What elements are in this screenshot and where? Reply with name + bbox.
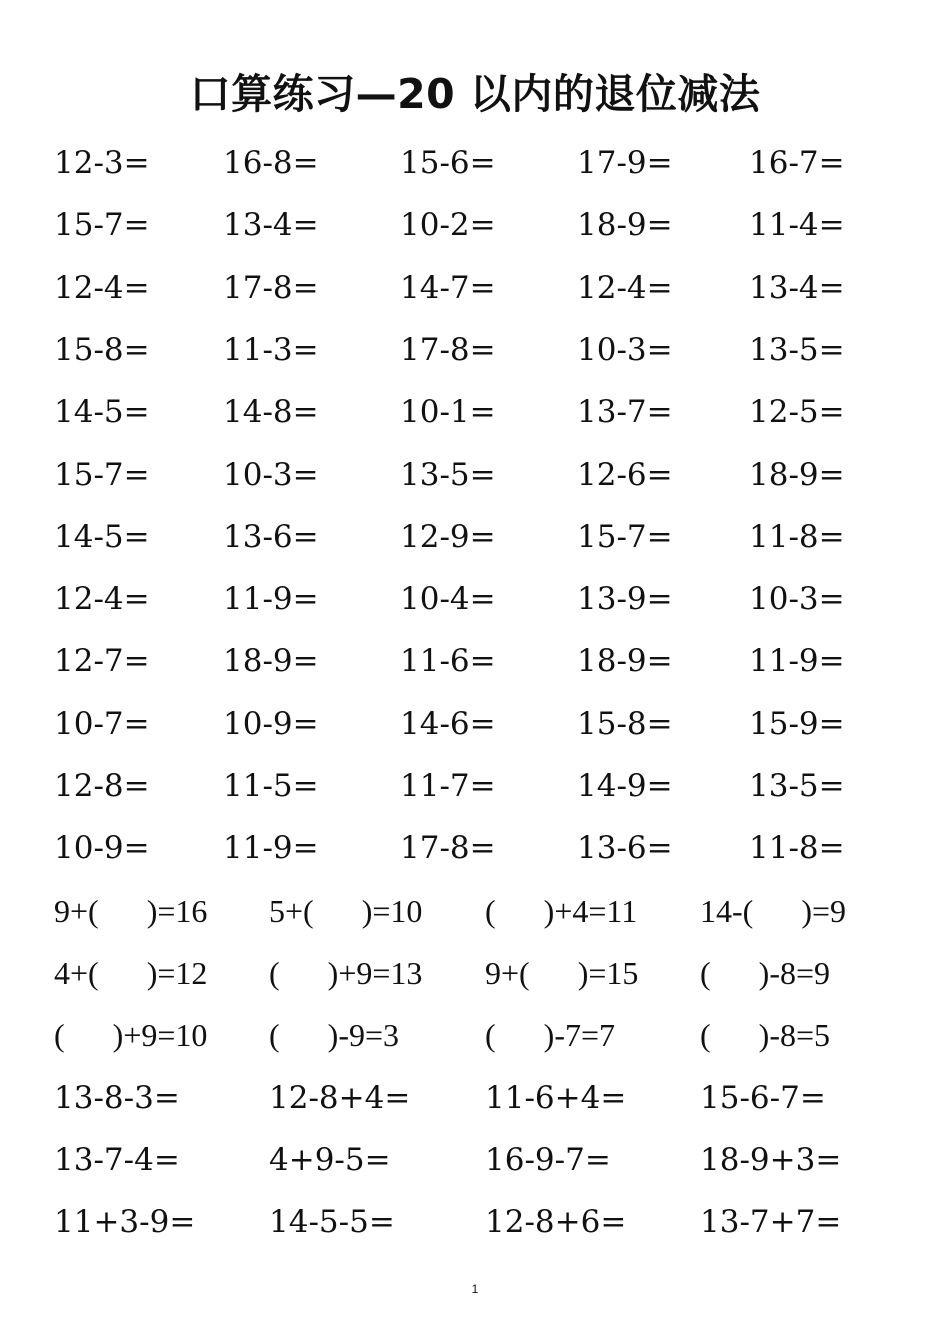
- problem-row: [0, 392, 950, 432]
- problem-item: 14-6=: [400, 705, 496, 742]
- problem-item: 14-8=: [223, 394, 319, 431]
- problem-item: ( )-8=9: [700, 954, 831, 991]
- problem-item: 11-6+4=: [485, 1079, 627, 1116]
- problem-item: 13-6=: [577, 830, 673, 867]
- problem-item: 16-9-7=: [485, 1141, 611, 1178]
- problem-row: [0, 891, 950, 931]
- problem-item: 10-3=: [577, 331, 673, 368]
- problem-item: 12-6=: [577, 456, 673, 493]
- problem-item: 15-7=: [54, 456, 150, 493]
- problem-row: [0, 268, 950, 308]
- problem-item: 13-6=: [223, 518, 319, 555]
- problem-item: 11-9=: [749, 643, 845, 680]
- problem-item: 16-7=: [749, 145, 845, 181]
- problem-item: 9+( )=16: [54, 892, 208, 929]
- problem-item: 9+( )=15: [485, 954, 639, 991]
- problem-item: 13-4=: [749, 269, 845, 306]
- problem-row: [0, 766, 950, 806]
- problem-item: 14-5-5=: [269, 1204, 395, 1241]
- problem-item: 15-8=: [54, 331, 150, 368]
- problem-item: 11-5=: [223, 768, 319, 804]
- problem-item: 10-9=: [223, 705, 319, 742]
- problem-item: 12-8=: [54, 768, 150, 804]
- problem-item: 13-4=: [223, 207, 319, 244]
- problem-item: 12-4=: [54, 581, 150, 618]
- problem-item: ( )-9=3: [269, 1017, 400, 1054]
- problem-item: 5+( )=10: [269, 892, 423, 929]
- problem-item: 12-7=: [54, 643, 150, 680]
- page-number: 1: [471, 1282, 479, 1296]
- problem-item: 4+9-5=: [269, 1141, 391, 1178]
- problem-item: 12-8+4=: [269, 1079, 411, 1116]
- problem-row: [0, 641, 950, 681]
- problem-item: 14-5=: [54, 394, 150, 431]
- problem-item: 18-9=: [749, 456, 845, 493]
- problem-item: 10-4=: [400, 581, 496, 618]
- problem-item: 15-6-7=: [700, 1079, 826, 1116]
- problem-item: 12-9=: [400, 518, 496, 555]
- problem-item: ( )+9=10: [54, 1017, 208, 1054]
- problem-item: 11-9=: [223, 581, 319, 618]
- problem-item: 11-3=: [223, 331, 319, 368]
- problem-item: 16-8=: [223, 145, 319, 181]
- problem-item: 17-9=: [577, 145, 673, 181]
- problem-item: 15-9=: [749, 705, 845, 742]
- problem-item: 13-5=: [400, 456, 496, 493]
- problem-item: 13-7=: [577, 394, 673, 431]
- problem-item: 11-7=: [400, 768, 496, 804]
- problem-item: 18-9+3=: [700, 1141, 842, 1178]
- problem-item: 18-9=: [577, 643, 673, 680]
- problem-item: 12-4=: [577, 269, 673, 306]
- problem-item: 10-9=: [54, 830, 150, 867]
- problem-item: 10-7=: [54, 705, 150, 742]
- problem-row: [0, 330, 950, 370]
- problem-row: [0, 1078, 950, 1118]
- problem-item: 11-4=: [749, 207, 845, 244]
- problem-item: 17-8=: [400, 830, 496, 867]
- problem-item: 13-8-3=: [54, 1079, 180, 1116]
- problem-item: 15-7=: [577, 518, 673, 555]
- problem-item: 15-6=: [400, 145, 496, 181]
- problem-item: 13-7+7=: [700, 1204, 842, 1241]
- problem-item: 11-9=: [223, 830, 319, 867]
- problem-item: 4+( )=12: [54, 954, 208, 991]
- problem-item: 13-5=: [749, 768, 845, 804]
- problem-row: [0, 517, 950, 557]
- problem-item: 12-8+6=: [485, 1204, 627, 1241]
- problem-item: 12-4=: [54, 269, 150, 306]
- problem-item: 10-3=: [749, 581, 845, 618]
- problem-item: 15-7=: [54, 207, 150, 244]
- problem-row: [0, 953, 950, 993]
- problem-item: ( )+9=13: [269, 954, 423, 991]
- problem-row: [0, 455, 950, 495]
- problem-item: 11-8=: [749, 518, 845, 555]
- problem-item: ( )+4=11: [485, 892, 638, 929]
- problem-item: 13-9=: [577, 581, 673, 618]
- problem-item: ( )-8=5: [700, 1017, 831, 1054]
- problem-item: ( )-7=7: [485, 1017, 616, 1054]
- problem-item: 10-1=: [400, 394, 496, 431]
- page-title: 口算练习—20 以内的退位减法: [189, 70, 761, 118]
- problem-row: [0, 205, 950, 245]
- problem-item: 14-5=: [54, 518, 150, 555]
- problem-row: [0, 704, 950, 744]
- problem-item: 13-7-4=: [54, 1141, 180, 1178]
- problem-item: 13-5=: [749, 331, 845, 368]
- problem-item: 10-2=: [400, 207, 496, 244]
- problem-item: 11+3-9=: [54, 1204, 196, 1241]
- problem-item: 14-9=: [577, 768, 673, 804]
- problem-item: 11-8=: [749, 830, 845, 867]
- problem-item: 17-8=: [223, 269, 319, 306]
- problem-item: 11-6=: [400, 643, 496, 680]
- problem-row: [0, 828, 950, 868]
- problem-item: 12-3=: [54, 145, 150, 181]
- problem-row: [0, 1015, 950, 1055]
- problem-row: [0, 1140, 950, 1180]
- problem-item: 10-3=: [223, 456, 319, 493]
- problem-row: [0, 579, 950, 619]
- problem-item: 17-8=: [400, 331, 496, 368]
- problem-item: 14-7=: [400, 269, 496, 306]
- problem-item: 15-8=: [577, 705, 673, 742]
- problem-row: [0, 1202, 950, 1242]
- problem-row: [0, 143, 950, 183]
- problem-item: 14-( )=9: [700, 892, 847, 929]
- problem-item: 18-9=: [577, 207, 673, 244]
- problem-item: 12-5=: [749, 394, 845, 431]
- problem-item: 18-9=: [223, 643, 319, 680]
